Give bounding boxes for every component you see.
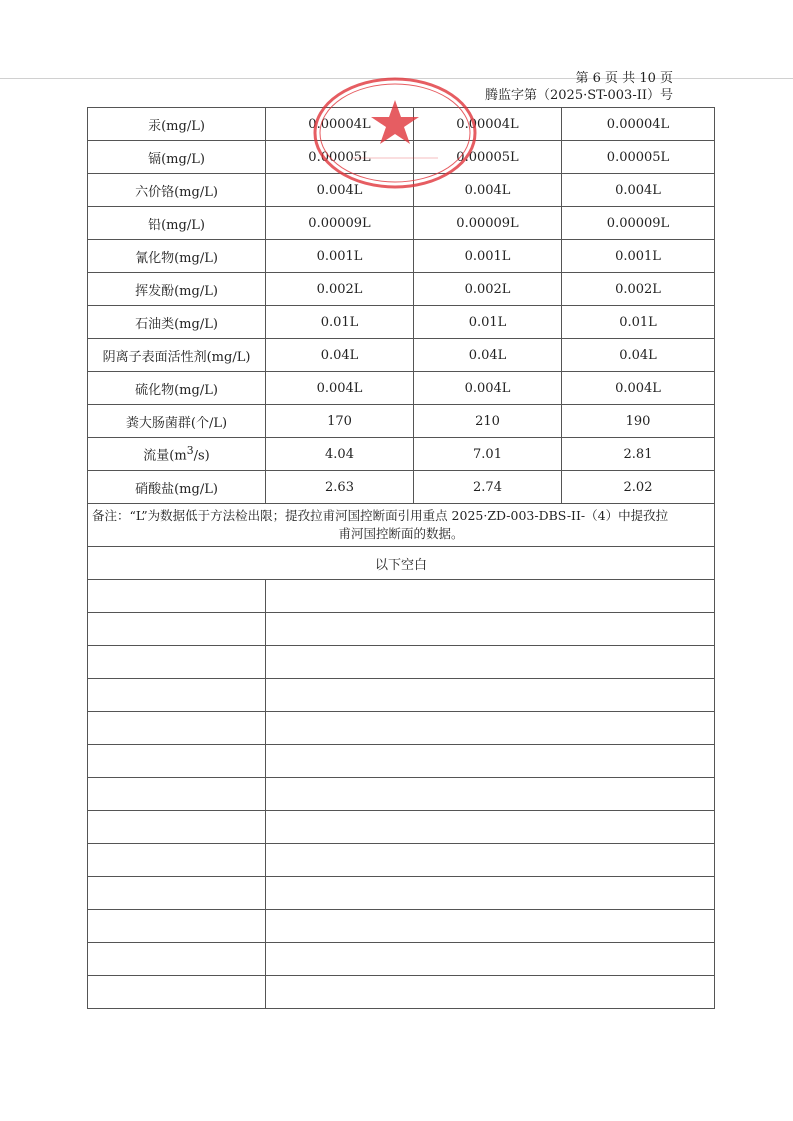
value-cell: 0.004L bbox=[562, 174, 715, 207]
value-cell: 0.001L bbox=[562, 240, 715, 273]
empty-cell bbox=[266, 844, 715, 877]
empty-row bbox=[88, 646, 715, 679]
table-row bbox=[88, 438, 715, 471]
value-cell: 2.81 bbox=[562, 438, 715, 471]
value-cell: 0.04L bbox=[562, 339, 715, 372]
empty-cell bbox=[88, 943, 266, 976]
blank-label: 以下空白 bbox=[88, 547, 715, 580]
value-cell: 0.00005L bbox=[562, 141, 715, 174]
param-cell bbox=[88, 438, 266, 471]
value-cell: 7.01 bbox=[414, 438, 562, 471]
table-row bbox=[88, 306, 715, 339]
table-row bbox=[88, 405, 715, 438]
value-cell: 170 bbox=[266, 405, 414, 438]
param-cell: 粪大肠菌群(个/L) bbox=[88, 405, 266, 438]
table-row bbox=[88, 273, 715, 306]
empty-cell bbox=[266, 580, 715, 613]
param-cell: 氰化物(mg/L) bbox=[88, 240, 266, 273]
empty-cell bbox=[266, 712, 715, 745]
empty-cell bbox=[88, 844, 266, 877]
empty-cell bbox=[88, 580, 266, 613]
param-text: 流量(m bbox=[143, 448, 187, 464]
value-cell: 0.00009L bbox=[414, 207, 562, 240]
empty-cell bbox=[266, 778, 715, 811]
value-cell: 2.63 bbox=[266, 471, 414, 504]
empty-cell bbox=[266, 910, 715, 943]
empty-cell bbox=[88, 877, 266, 910]
empty-cell bbox=[88, 910, 266, 943]
value-cell: 0.004L bbox=[414, 174, 562, 207]
value-cell: 4.04 bbox=[266, 438, 414, 471]
empty-row bbox=[88, 811, 715, 844]
empty-cell bbox=[88, 745, 266, 778]
page-header bbox=[485, 70, 673, 104]
empty-cell bbox=[88, 778, 266, 811]
param-cell: 阴离子表面活性剂(mg/L) bbox=[88, 339, 266, 372]
table-row bbox=[88, 174, 715, 207]
value-cell: 0.00004L bbox=[266, 108, 414, 141]
value-cell: 0.004L bbox=[266, 174, 414, 207]
value-cell: 0.004L bbox=[414, 372, 562, 405]
value-cell: 2.02 bbox=[562, 471, 715, 504]
value-cell: 210 bbox=[414, 405, 562, 438]
value-cell: 0.004L bbox=[562, 372, 715, 405]
value-cell: 0.001L bbox=[266, 240, 414, 273]
empty-row bbox=[88, 613, 715, 646]
value-cell: 0.001L bbox=[414, 240, 562, 273]
value-cell: 0.002L bbox=[414, 273, 562, 306]
param-cell: 汞(mg/L) bbox=[88, 108, 266, 141]
table-row bbox=[88, 339, 715, 372]
value-cell: 0.04L bbox=[266, 339, 414, 372]
param-cell: 石油类(mg/L) bbox=[88, 306, 266, 339]
empty-row bbox=[88, 745, 715, 778]
blank-label-row bbox=[88, 547, 715, 580]
empty-row bbox=[88, 679, 715, 712]
empty-cell bbox=[266, 613, 715, 646]
empty-row bbox=[88, 712, 715, 745]
value-cell: 0.00005L bbox=[414, 141, 562, 174]
table-row bbox=[88, 372, 715, 405]
value-cell: 0.01L bbox=[562, 306, 715, 339]
empty-cell bbox=[266, 811, 715, 844]
page-info: 第 6 页 共 10 页 bbox=[575, 71, 673, 86]
note-line-1: 备注：“L”为数据低于方法检出限；提孜拉甫河国控断面引用重点 2025·ZD-003-DBS-II-（4）中提孜拉 bbox=[92, 508, 669, 523]
table-row bbox=[88, 240, 715, 273]
value-cell: 0.00005L bbox=[266, 141, 414, 174]
value-cell: 0.004L bbox=[266, 372, 414, 405]
empty-cell bbox=[88, 679, 266, 712]
monitoring-results-table bbox=[87, 107, 715, 1009]
value-cell: 0.00009L bbox=[266, 207, 414, 240]
table-row bbox=[88, 141, 715, 174]
param-cell: 六价铬(mg/L) bbox=[88, 174, 266, 207]
empty-cell bbox=[266, 646, 715, 679]
note-row bbox=[88, 504, 715, 547]
value-cell: 0.00004L bbox=[414, 108, 562, 141]
empty-row bbox=[88, 580, 715, 613]
param-text: /s) bbox=[193, 448, 210, 464]
empty-row bbox=[88, 778, 715, 811]
value-cell: 2.74 bbox=[414, 471, 562, 504]
table-row bbox=[88, 471, 715, 504]
empty-cell bbox=[88, 646, 266, 679]
value-cell: 0.00004L bbox=[562, 108, 715, 141]
empty-cell bbox=[266, 679, 715, 712]
table-row bbox=[88, 108, 715, 141]
note-cell bbox=[88, 504, 715, 547]
note-line-2: 甫河国控断面的数据。 bbox=[338, 526, 464, 541]
empty-row bbox=[88, 877, 715, 910]
empty-cell bbox=[88, 712, 266, 745]
table-row bbox=[88, 207, 715, 240]
empty-row bbox=[88, 910, 715, 943]
empty-cell bbox=[266, 943, 715, 976]
value-cell: 0.00009L bbox=[562, 207, 715, 240]
empty-cell bbox=[266, 877, 715, 910]
empty-row bbox=[88, 976, 715, 1009]
empty-cell bbox=[88, 976, 266, 1009]
empty-row bbox=[88, 844, 715, 877]
param-cell: 挥发酚(mg/L) bbox=[88, 273, 266, 306]
empty-cell bbox=[266, 976, 715, 1009]
param-cell: 硝酸盐(mg/L) bbox=[88, 471, 266, 504]
empty-cell bbox=[266, 745, 715, 778]
value-cell: 0.01L bbox=[414, 306, 562, 339]
value-cell: 0.002L bbox=[266, 273, 414, 306]
value-cell: 0.002L bbox=[562, 273, 715, 306]
header-rule bbox=[0, 78, 793, 79]
param-cell: 硫化物(mg/L) bbox=[88, 372, 266, 405]
empty-cell bbox=[88, 811, 266, 844]
value-cell: 0.04L bbox=[414, 339, 562, 372]
superscript: 3 bbox=[186, 444, 194, 458]
param-cell: 镉(mg/L) bbox=[88, 141, 266, 174]
empty-row bbox=[88, 943, 715, 976]
report-number: 腾监字第（2025·ST-003-II）号 bbox=[485, 88, 673, 103]
empty-cell bbox=[88, 613, 266, 646]
value-cell: 190 bbox=[562, 405, 715, 438]
value-cell: 0.01L bbox=[266, 306, 414, 339]
param-cell: 铅(mg/L) bbox=[88, 207, 266, 240]
